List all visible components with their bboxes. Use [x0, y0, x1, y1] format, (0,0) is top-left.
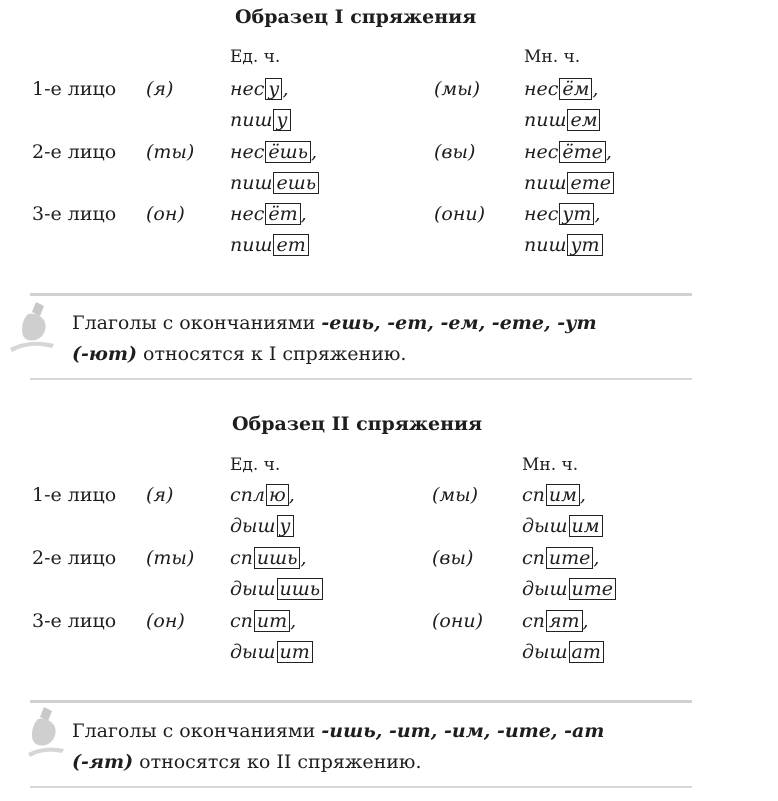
verb-stem: сп — [522, 610, 545, 632]
section1-title: Образец I спряжения — [235, 6, 477, 28]
verb-stem: сп — [230, 547, 253, 569]
writing-hand-icon — [8, 298, 60, 360]
section2-plural-header: Мн. ч. — [522, 455, 579, 475]
punctuation: , — [311, 141, 318, 163]
verb-stem: дыш — [230, 641, 276, 663]
verb-stem: сп — [522, 547, 545, 569]
pronoun-plural: (вы) — [432, 547, 474, 569]
verb-ending-box: ишь — [277, 578, 324, 600]
section2-note-bottom-rule — [30, 786, 692, 788]
verb-form — [230, 109, 291, 131]
pronoun-singular: (он) — [146, 203, 185, 225]
note-text: относятся ко II спряжению. — [133, 751, 422, 773]
verb-stem: нес — [524, 203, 559, 225]
verb-form — [230, 641, 313, 663]
verb-ending-box: ете — [567, 172, 614, 194]
verb-form — [524, 78, 598, 100]
pronoun-singular: (я) — [146, 484, 174, 506]
verb-ending-box: ат — [569, 641, 604, 663]
note-text: относятся к I спряжению. — [137, 343, 407, 365]
verb-stem: пиш — [230, 234, 273, 256]
writing-hand-icon — [26, 705, 70, 763]
verb-form — [230, 172, 319, 194]
verb-form — [522, 484, 586, 506]
verb-ending-box: у — [277, 515, 294, 537]
note-endings-alt: (-ят) — [72, 751, 134, 773]
verb-form — [230, 234, 309, 256]
person-label: 2-е лицо — [32, 547, 117, 569]
verb-form — [524, 203, 601, 225]
verb-stem: сп — [522, 484, 545, 506]
verb-ending-box: ю — [266, 484, 289, 506]
verb-stem: нес — [524, 78, 559, 100]
verb-ending-box: ёт — [265, 203, 300, 225]
punctuation: , — [282, 78, 289, 100]
pronoun-plural: (они) — [432, 610, 484, 632]
verb-ending-box: им — [546, 484, 580, 506]
verb-form — [230, 141, 317, 163]
note-endings: -ишь, -ит, -им, -ите, -ат — [321, 720, 605, 742]
verb-ending-box: ут — [567, 234, 602, 256]
note-endings-alt: (-ют) — [72, 343, 137, 365]
verb-form — [524, 141, 612, 163]
verb-ending-box: ёшь — [265, 141, 311, 163]
verb-form — [230, 203, 307, 225]
punctuation: , — [605, 141, 612, 163]
person-label: 1-е лицо — [32, 484, 117, 506]
verb-ending-box: ём — [559, 78, 592, 100]
verb-stem: пиш — [524, 234, 567, 256]
verb-ending-box: ите — [569, 578, 617, 600]
punctuation: , — [288, 484, 295, 506]
section1-note-top-rule — [30, 293, 692, 296]
verb-ending-box: ёте — [559, 141, 606, 163]
verb-ending-box: ит — [254, 610, 290, 632]
pronoun-singular: (я) — [146, 78, 174, 100]
verb-stem: пиш — [230, 172, 273, 194]
section2-note — [72, 716, 604, 778]
section1-singular-header: Ед. ч. — [230, 47, 281, 67]
verb-stem: нес — [230, 141, 265, 163]
pronoun-plural: (мы) — [432, 484, 479, 506]
verb-stem: нес — [230, 203, 265, 225]
punctuation: , — [579, 484, 586, 506]
verb-ending-box: ишь — [254, 547, 301, 569]
verb-stem: дыш — [230, 578, 276, 600]
note-text: Глаголы с окончаниями — [72, 720, 322, 742]
verb-form — [230, 78, 288, 100]
verb-form — [522, 515, 603, 537]
verb-form — [230, 515, 294, 537]
verb-form — [230, 547, 307, 569]
verb-stem: пиш — [230, 109, 273, 131]
person-label: 1-е лицо — [32, 78, 117, 100]
verb-form — [230, 610, 296, 632]
pronoun-plural: (вы) — [434, 141, 476, 163]
verb-stem: дыш — [522, 641, 568, 663]
verb-form — [524, 234, 603, 256]
verb-stem: спл — [230, 484, 265, 506]
note-text: Глаголы с окончаниями — [72, 312, 322, 334]
punctuation: , — [582, 610, 589, 632]
person-label: 3-е лицо — [32, 610, 117, 632]
section2-title: Образец II спряжения — [232, 413, 483, 435]
verb-form — [524, 172, 614, 194]
punctuation: , — [594, 203, 601, 225]
pronoun-singular: (ты) — [146, 141, 195, 163]
section1-note-bottom-rule — [30, 378, 692, 380]
verb-form — [522, 578, 616, 600]
verb-form — [230, 578, 323, 600]
punctuation: , — [290, 610, 297, 632]
verb-form — [522, 547, 599, 569]
verb-form — [522, 641, 604, 663]
verb-stem: дыш — [230, 515, 276, 537]
verb-ending-box: ут — [559, 203, 594, 225]
section1-plural-header: Мн. ч. — [524, 47, 581, 67]
person-label: 3-е лицо — [32, 203, 117, 225]
verb-ending-box: ет — [273, 234, 308, 256]
verb-ending-box: им — [569, 515, 603, 537]
person-label: 2-е лицо — [32, 141, 117, 163]
verb-form — [522, 610, 589, 632]
verb-ending-box: у — [265, 78, 282, 100]
verb-stem: нес — [230, 78, 265, 100]
pronoun-plural: (они) — [434, 203, 486, 225]
verb-ending-box: ешь — [273, 172, 319, 194]
pronoun-plural: (мы) — [434, 78, 481, 100]
verb-ending-box: ит — [277, 641, 313, 663]
verb-stem: дыш — [522, 515, 568, 537]
punctuation: , — [593, 547, 600, 569]
verb-ending-box: ят — [546, 610, 583, 632]
section1-note — [72, 308, 597, 370]
section2-note-top-rule — [30, 700, 692, 703]
section2-singular-header: Ед. ч. — [230, 455, 281, 475]
verb-ending-box: ем — [567, 109, 600, 131]
pronoun-singular: (ты) — [146, 547, 195, 569]
verb-stem: пиш — [524, 172, 567, 194]
note-endings: -ешь, -ет, -ем, -ете, -ут — [321, 312, 597, 334]
verb-form — [230, 484, 295, 506]
punctuation: , — [300, 547, 307, 569]
verb-stem: дыш — [522, 578, 568, 600]
verb-ending-box: у — [273, 109, 290, 131]
punctuation: , — [300, 203, 307, 225]
verb-stem: нес — [524, 141, 559, 163]
verb-stem: пиш — [524, 109, 567, 131]
verb-ending-box: ите — [546, 547, 594, 569]
punctuation: , — [592, 78, 599, 100]
verb-stem: сп — [230, 610, 253, 632]
verb-form — [524, 109, 600, 131]
pronoun-singular: (он) — [146, 610, 185, 632]
